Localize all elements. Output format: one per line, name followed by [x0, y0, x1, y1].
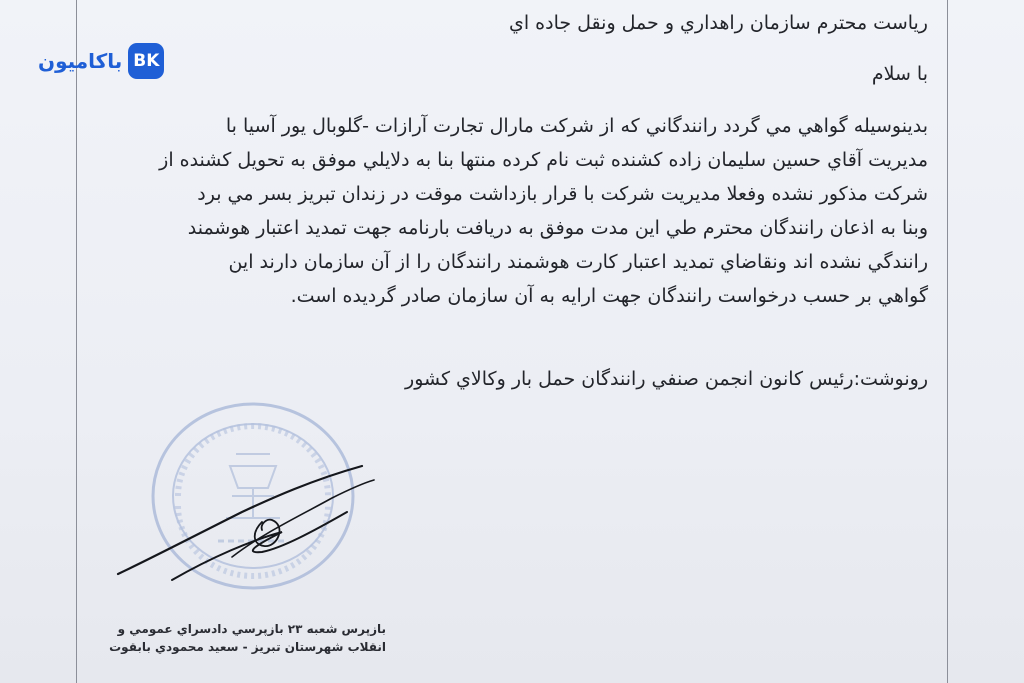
handwritten-signature — [112, 462, 382, 592]
body-line: وبنا به اذعان رانندگان محترم طي اين مدت موفق به دريافت بارنامه جهت تمديد اعتبار هوشمند — [187, 217, 928, 239]
body-line: بدينوسيله گواهي مي گردد رانندگاني كه از شركت مارال تجارت آرازات -گلوبال يور آسيا با — [225, 115, 928, 137]
brand-mark-icon: BK — [128, 43, 164, 79]
signatory-title: بازپرس شعبه ۲۳ بازپرسي دادسراي عمومي و — [117, 622, 386, 636]
right-margin-line — [947, 0, 948, 683]
brand-logo[interactable] — [38, 42, 204, 80]
brand-name: باکامیون — [38, 49, 123, 73]
signatory-name: انقلاب شهرستان تبريز - سعيد محمودي بابقوت — [109, 640, 386, 654]
greeting: با سلام — [871, 63, 928, 85]
left-margin-line — [76, 0, 77, 683]
body-line: گواهي بر حسب درخواست رانندگان جهت ارايه به آن سازمان صادر گرديده است. — [290, 285, 928, 307]
body-line: مديريت آقاي حسين سليمان زاده كشنده ثبت نام كرده منتها بنا به دلايلي موفق به تحويل كشنده از — [159, 149, 928, 171]
body-line: شركت مذكور نشده وفعلا مديريت شركت با قرار بازداشت موقت در زندان تبريز بسر مي برد — [197, 183, 928, 205]
addressee: رياست محترم سازمان راهداري و حمل ونقل جاده اي — [508, 12, 928, 34]
carbon-copy-line: رونوشت:رئيس كانون انجمن صنفي رانندگان حمل بار وكالاي كشور — [405, 368, 928, 390]
body-line: رانندگي نشده اند ونقاضاي تمديد اعتبار كارت هوشمند رانندگان را از آن سازمان دارند اين — [228, 251, 928, 273]
